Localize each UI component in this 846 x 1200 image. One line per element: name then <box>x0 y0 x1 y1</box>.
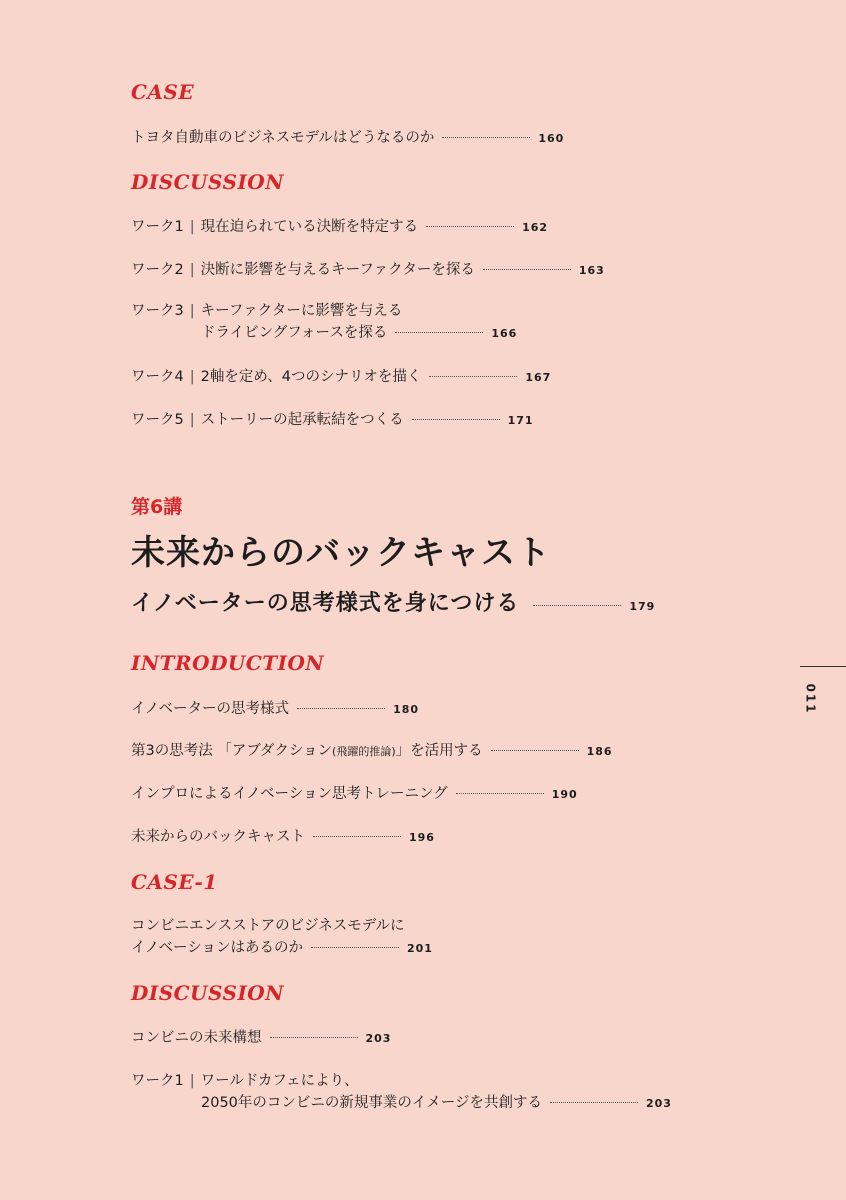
dot-leader <box>533 605 621 606</box>
work-prefix: ワーク3 <box>131 303 184 319</box>
dot-leader <box>442 137 530 138</box>
work-prefix: ワーク5 <box>131 412 184 428</box>
toc-entry[interactable] <box>131 1070 672 1115</box>
page-number: 179 <box>629 600 656 613</box>
page-number: 163 <box>578 264 605 277</box>
entry-title: 2軸を定め、4つのシナリオを描く <box>200 369 422 385</box>
page-number: 186 <box>586 745 613 758</box>
page-number: 166 <box>491 327 518 340</box>
dot-leader <box>483 269 571 270</box>
discussion-heading: DISCUSSION <box>131 981 285 1005</box>
dot-leader <box>297 708 385 709</box>
page-number: 196 <box>409 831 435 844</box>
page-number: 167 <box>525 371 552 384</box>
separator: | <box>189 303 195 319</box>
toc-entry[interactable] <box>131 128 564 149</box>
dot-leader <box>270 1037 358 1038</box>
page-number: 180 <box>393 703 420 716</box>
entry-title: コンビニの未来構想 <box>131 1030 262 1046</box>
toc-entry[interactable] <box>131 827 435 848</box>
dot-leader <box>395 332 483 333</box>
toc-entry[interactable] <box>131 260 605 281</box>
entry-title-part1: 第3の思考法 「アブダクション <box>131 743 333 759</box>
chapter-number: 第6講 <box>131 496 183 518</box>
folio-number: 011 <box>803 683 818 715</box>
toc-entry[interactable] <box>131 367 551 388</box>
entry-title: インプロによるイノベーション思考トレーニング <box>131 786 448 802</box>
page-number: 162 <box>522 221 549 234</box>
entry-title: 未来からのバックキャスト <box>131 829 305 845</box>
toc-entry[interactable] <box>131 300 517 345</box>
discussion-heading: DISCUSSION <box>131 170 285 194</box>
dot-leader <box>426 226 514 227</box>
dot-leader <box>412 419 500 420</box>
page-number: 203 <box>365 1032 392 1045</box>
page-number: 171 <box>507 414 534 427</box>
entry-title-line2: イノベーションはあるのか <box>131 940 303 956</box>
case1-heading: CASE-1 <box>131 870 218 894</box>
entry-title: イノベーターの思考様式 <box>131 701 290 717</box>
page-number: 190 <box>551 788 578 801</box>
case-heading: CASE <box>131 80 195 104</box>
entry-title: トヨタ自動車のビジネスモデルはどうなるのか <box>131 130 435 146</box>
toc-entry[interactable] <box>131 217 548 238</box>
toc-entry[interactable] <box>131 699 419 720</box>
entry-title-small: (飛躍的推論) <box>332 745 396 758</box>
separator: | <box>189 369 195 385</box>
separator: | <box>189 412 195 428</box>
page-number: 160 <box>538 132 565 145</box>
toc-entry[interactable] <box>131 410 534 431</box>
entry-title: 決断に影響を与えるキーファクターを探る <box>200 262 475 278</box>
page-number: 201 <box>406 942 433 955</box>
dot-leader <box>429 376 517 377</box>
entry-title-line2: 2050年のコンビニの新規事業のイメージを共創する <box>201 1095 542 1111</box>
dot-leader <box>456 793 544 794</box>
separator: | <box>189 1073 195 1089</box>
work-prefix: ワーク4 <box>131 369 184 385</box>
work-prefix: ワーク1 <box>131 219 184 235</box>
dot-leader <box>311 947 399 948</box>
introduction-heading: INTRODUCTION <box>131 651 325 675</box>
toc-entry[interactable] <box>131 1028 391 1049</box>
chapter-title: 未来からのバックキャスト <box>131 533 551 573</box>
chapter-subtitle-row[interactable] <box>131 586 655 617</box>
entry-title: ストーリーの起承転結をつくる <box>200 412 404 428</box>
entry-title-line1: ワールドカフェにより、 <box>200 1073 359 1089</box>
work-prefix: ワーク2 <box>131 262 184 278</box>
entry-title-line2: ドライビングフォースを探る <box>201 325 388 341</box>
toc-entry[interactable] <box>131 741 613 762</box>
entry-title-line1: キーファクターに影響を与える <box>200 303 403 319</box>
page-number: 203 <box>645 1097 672 1110</box>
entry-title-part2: 」を活用する <box>395 743 483 759</box>
chapter-subtitle: イノベーターの思考様式を身につける <box>131 591 520 616</box>
toc-entry[interactable] <box>131 784 578 805</box>
side-rule <box>800 666 846 667</box>
entry-title-line1: コンビニエンスストアのビジネスモデルに <box>131 918 405 934</box>
work-prefix: ワーク1 <box>131 1073 184 1089</box>
separator: | <box>189 262 195 278</box>
dot-leader <box>491 750 579 751</box>
dot-leader <box>550 1102 638 1103</box>
separator: | <box>189 219 195 235</box>
entry-title: 現在迫られている決断を特定する <box>200 219 419 235</box>
dot-leader <box>313 836 401 837</box>
toc-entry[interactable] <box>131 915 433 960</box>
